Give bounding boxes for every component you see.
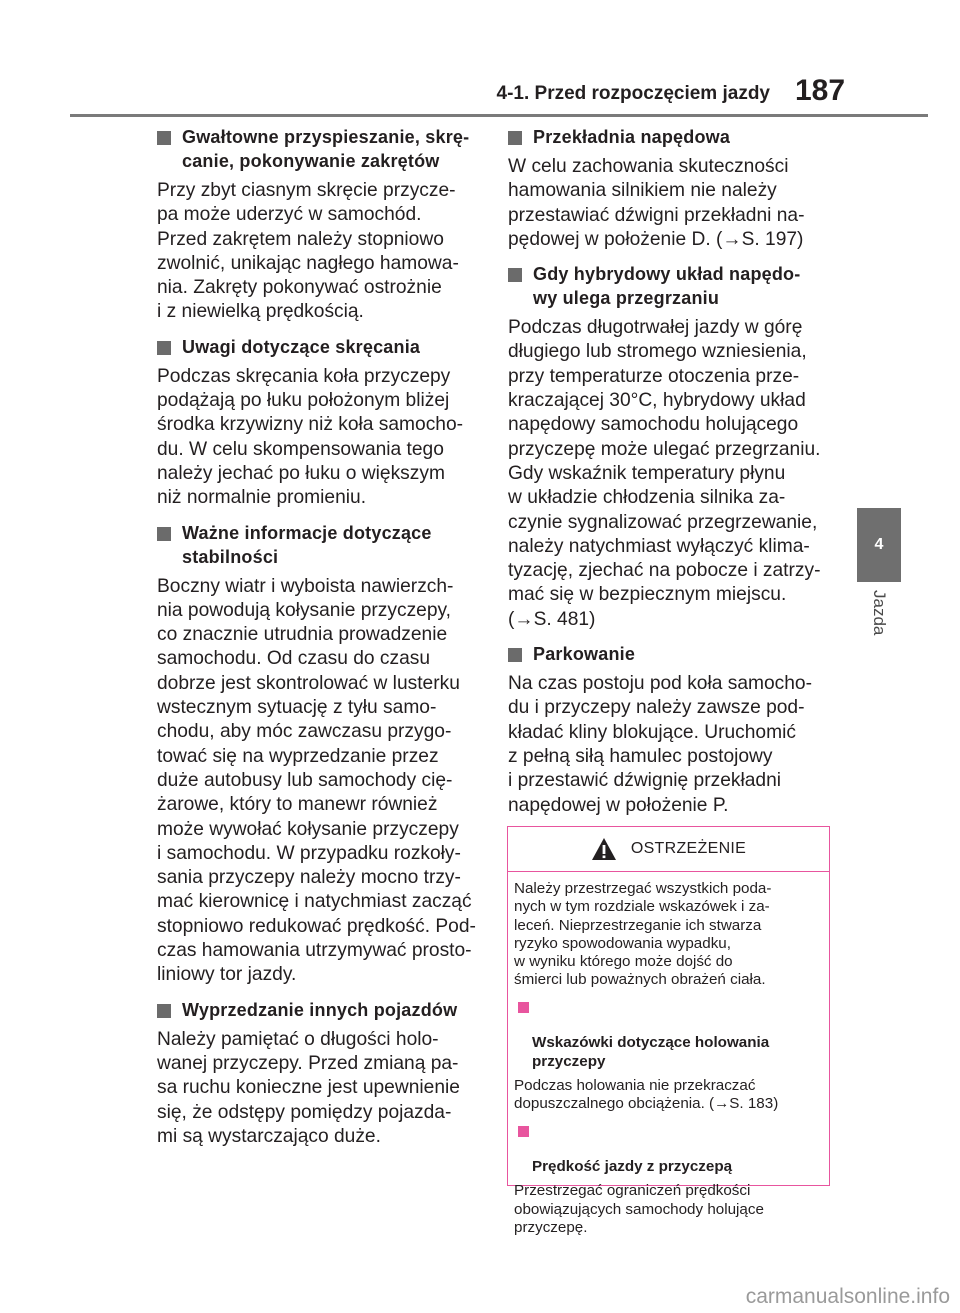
section-heading — [157, 125, 479, 173]
section-heading-text: Uwagi dotyczące skręcania — [182, 336, 421, 357]
chapter-label: Jazda — [870, 590, 889, 636]
section-heading — [157, 998, 479, 1022]
warning-section-heading-text: Wskazówki dotyczące holowania przyczepy — [532, 1034, 770, 1070]
warning-box — [507, 826, 830, 1237]
section-heading-text: Przekładnia napędowa — [533, 127, 731, 147]
bullet-square-icon — [157, 131, 171, 145]
warning-header — [508, 827, 829, 872]
warning-intro: Należy przestrzegać wszystkich poda- nych w tym rozdziale wskazówek i za- leceń. Nieprzestrzeganie ich stwarza ryzyko spowodowania wypadku, w wyniku którego może dojść do śmierci lub poważnych obrażeń ciała. — [514, 880, 772, 989]
header-title: 4-1. Przed rozpoczęciem jazdy — [496, 83, 770, 104]
bullet-square-icon — [518, 1126, 529, 1137]
warning-section-text: Przestrzegać ograniczeń prędkości obowiązujących samochody holujące przyczepę. — [514, 1182, 764, 1237]
bullet-square-icon — [508, 131, 522, 145]
bullet-square-icon — [157, 1004, 171, 1018]
warning-section-text: Podczas holowania nie przekraczać dopuszczalnego obciążenia. (→S. 183) — [514, 1076, 779, 1113]
body-paragraph: Na czas postoju pod koła samocho- du i przyczepy należy zawsze pod- kładać kliny blokujące. Uruchomić z pełną siłą hamulec postojowy i przestawić dźwignię przekładni napędowej w położenie P. — [508, 673, 812, 816]
section-heading-text: Wyprzedzanie innych pojazdów — [182, 999, 458, 1020]
section-heading-text: Ważne informacje dotyczące stabilności — [182, 522, 432, 567]
section-heading-text: Parkowanie — [533, 644, 636, 665]
body-paragraph: Podczas skręcania koła przyczepy podążają po łuku położonym bliżej środka krzywizny niż koła samocho- du. W celu skompensowania tego należy jechać po łuku o większym niż normalnie promieniu. — [157, 365, 464, 509]
warning-triangle-icon — [591, 837, 617, 861]
bullet-square-icon — [508, 648, 522, 662]
section-heading-text: Gdy hybrydowy układ napędo- wy ulega przegrzaniu — [533, 264, 801, 309]
page-number: 187 — [795, 74, 846, 107]
warning-section-heading-text: Prędkość jazdy z przyczepą — [532, 1158, 733, 1176]
header-rule — [70, 114, 928, 117]
warning-section — [514, 1122, 823, 1238]
body-paragraph: Boczny wiatr i wyboista nawierzch- nia powodują kołysanie przyczepy, co znacznie utrudnia prowadzenie samochodu. Od czasu do czasu dobrze jest skontrolować w lusterku wstecznym sytuację z tyłu samo- chodu, aby móc zawczasu przygo- tować się na wyprzedzanie przez duże autobusy lub samochody cię- żarowe, który to manewr również może wywołać kołysanie przyczepy i samochodu. W przypadku rozkoły- sania przyczepy należy mocno trzy- mać kierownicę i natychmiast zacząć stopniowo redukować prędkość. Pod- czas hamowania utrzymywać prosto- liniowy tor jazdy. — [157, 575, 476, 986]
chapter-tab[interactable]: 4 — [857, 508, 901, 582]
left-column — [157, 125, 479, 1159]
warning-section-heading — [514, 1122, 823, 1177]
body-paragraph: Podczas długotrwałej jazdy w górę długiego lub stromego wzniesienia, przy temperaturze otoczenia prze- kraczającej 30°C, hybrydowy układ napędowy samochodu holującego przyczepę może ulegać przegrzaniu. Gdy wskaźnik temperatury płynu w układzie chłodzenia silnika za- czynie sygnalizować przegrzewanie, należy natychmiast wyłączyć klima- tyzację, zjechać na pobocze i zatrzy- mać się w bezpiecznym miejscu. (→S. 481) — [508, 317, 821, 630]
section-heading — [157, 335, 479, 359]
right-column — [508, 125, 830, 828]
section-heading — [508, 125, 830, 149]
bullet-square-icon — [508, 268, 522, 282]
body-paragraph: Należy pamiętać o długości holo- wanej przyczepy. Przed zmianą pa- sa ruchu konieczne jest upewnienie się, że odstępy pomiędzy pojazda- mi są wystarczająco duże. — [157, 1028, 460, 1147]
section-heading-text: Gwałtowne przyspieszanie, skrę- canie, pokonywanie zakrętów — [182, 127, 470, 171]
bullet-square-icon — [157, 341, 171, 355]
section-heading — [508, 262, 830, 310]
bullet-square-icon — [518, 1002, 529, 1013]
section-heading — [157, 521, 479, 569]
warning-body — [508, 872, 829, 1237]
footer-watermark: carmanualsonline.info — [745, 1285, 950, 1308]
body-paragraph: W celu zachowania skuteczności hamowania silnikiem nie należy przestawiać dźwigni przekładni na- pędowej w położenie D. (→S. 197) — [508, 156, 805, 250]
warning-section — [514, 998, 823, 1114]
warning-title: OSTRZEŻENIE — [630, 840, 747, 857]
bullet-square-icon — [157, 527, 171, 541]
section-heading — [508, 642, 830, 666]
body-paragraph: Przy zbyt ciasnym skręcie przycze- pa może uderzyć w samochód. Przed zakrętem należy stopniowo zwolnić, unikając nagłego hamowa- nia. Zakręty pokonywać ostrożnie i z niewielką prędkością. — [157, 180, 459, 323]
warning-section-heading — [514, 998, 823, 1071]
